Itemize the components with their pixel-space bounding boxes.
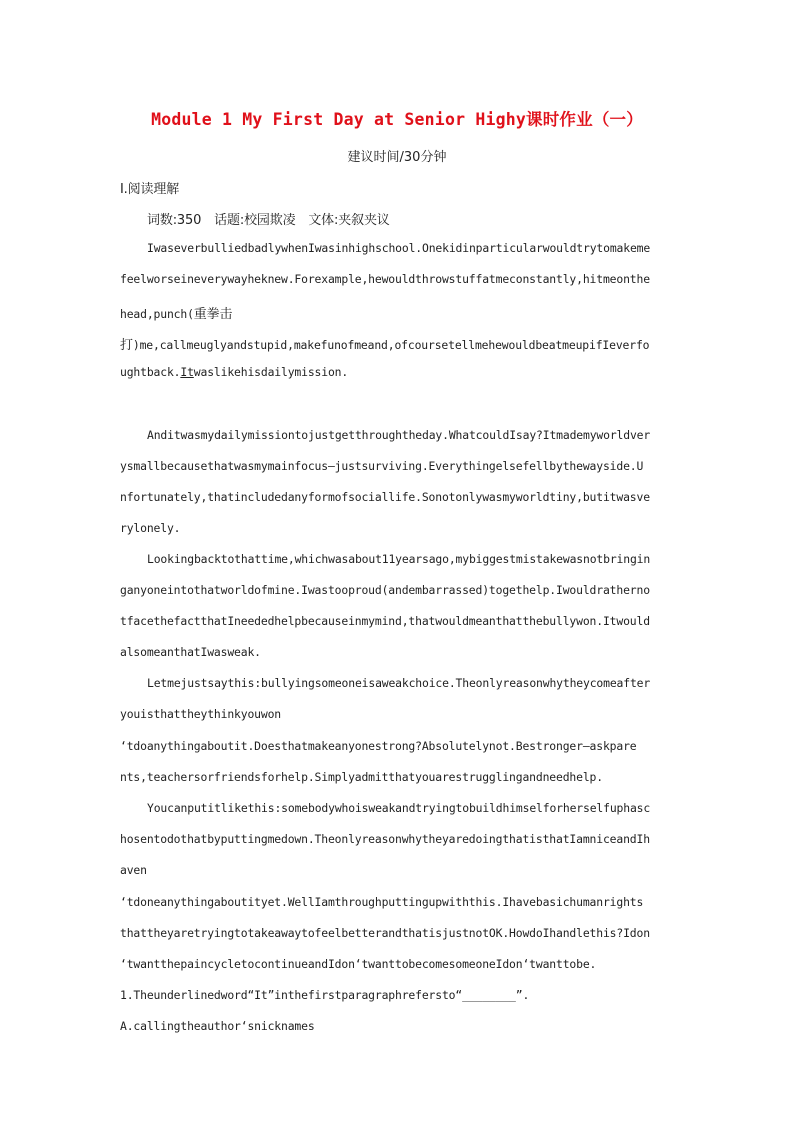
passage-line: IwaseverbulliedbadlywhenIwasinhighschool.Onekidinparticularwouldtrytomakeme [147, 241, 651, 255]
passage-line [120, 303, 680, 322]
passage-line: aven [120, 863, 147, 877]
passage-line: tfacethefactthatIneededhelpbecauseinmymind,thatwouldmeanthatthebullywon.Itwould [120, 614, 650, 628]
passage-line: feelworseineverywayheknew.Forexample,hewouldthrowstuffatmeconstantly,hitmeonthe [120, 272, 650, 286]
passage-line: nfortunately,thatincludedanyformofsociallife.Sonotonlywasmyworldtiny,butitwasve [120, 490, 650, 504]
underlined-word: It [180, 365, 194, 379]
passage-line: ysmallbecausethatwasmymainfocus—justsurviving.Everythingelsefellbythewayside.U [120, 459, 644, 473]
passage-meta: 词数:350 话题:校园欺凌 文体:夹叙夹议 [147, 213, 390, 228]
question-stem: 1.Theunderlinedword“It”inthefirstparagraphrefersto“________”. [120, 988, 530, 1002]
passage-text: 打 [120, 338, 133, 353]
passage-text: waslikehisdailymission. [193, 365, 349, 379]
passage-line: Youcanputitlikethis:somebodywhoisweakandtryingtobuildhimselforherselfuphasc [147, 801, 651, 815]
passage-line: Anditwasmydailymissiontojustgetthroughtheday.WhatcouldIsay?Itmademyworldver [147, 428, 651, 442]
passage-line: hosentodothatbyputtingmedown.TheonlyreasonwhytheyaredoingthatisthatIamniceandIh [120, 832, 650, 846]
passage-line: thattheyaretryingtotakeawaytofeelbetterandthatisjustnotOK.HowdoIhandlethis?Idon [120, 926, 650, 940]
section-heading: Ⅰ.阅读理解 [120, 182, 180, 197]
passage-line: rylonely. [120, 521, 181, 535]
passage-line: nts,teachersorfriendsforhelp.Simplyadmitthatyouarestrugglingandneedhelp. [120, 770, 603, 784]
passage-line: Letmejustsaythis:bullyingsomeoneisaweakchoice.Theonlyreasonwhytheycomeafter [147, 676, 651, 690]
passage-line: youisthattheythinkyouwon [120, 707, 281, 721]
passage-line [120, 365, 680, 379]
passage-line: ‘tdoanythingaboutit.Doesthatmakeanyonestrong?Absolutelynot.Bestronger—askpare [120, 739, 637, 753]
passage-text: 重拳击 [193, 307, 233, 322]
passage-line: Lookingbacktothattime,whichwasabout11yearsago,mybiggestmistakewasnotbringin [147, 552, 651, 566]
passage-text: ughtback. [120, 365, 181, 379]
suggested-time: 建议时间/30分钟 [347, 150, 447, 165]
answer-option-a: A.callingtheauthor‘snicknames [120, 1019, 315, 1033]
passage-line [120, 334, 680, 353]
passage-line: alsomeanthatIwasweak. [120, 645, 261, 659]
passage-line: ‘twantthepaincycletocontinueandIdon‘twanttobecomesomeoneIdon‘twanttobe. [120, 957, 597, 971]
passage-line: ‘tdoneanythingaboutityet.WellIamthroughputtingupwiththis.Ihavebasichumanrights [120, 895, 644, 909]
passage-line: ganyoneintothatworldofmine.Iwastooproud(andembarrassed)togethelp.Iwouldratherno [120, 583, 650, 597]
page-title: Module 1 My First Day at Senior Highy课时作业（一） [151, 110, 643, 129]
passage-text: )me,callmeuglyandstupid,makefunofmeand,ofcoursetellmehewouldbeatmeupifIeverfo [132, 338, 650, 352]
passage-text: head,punch( [120, 307, 194, 321]
